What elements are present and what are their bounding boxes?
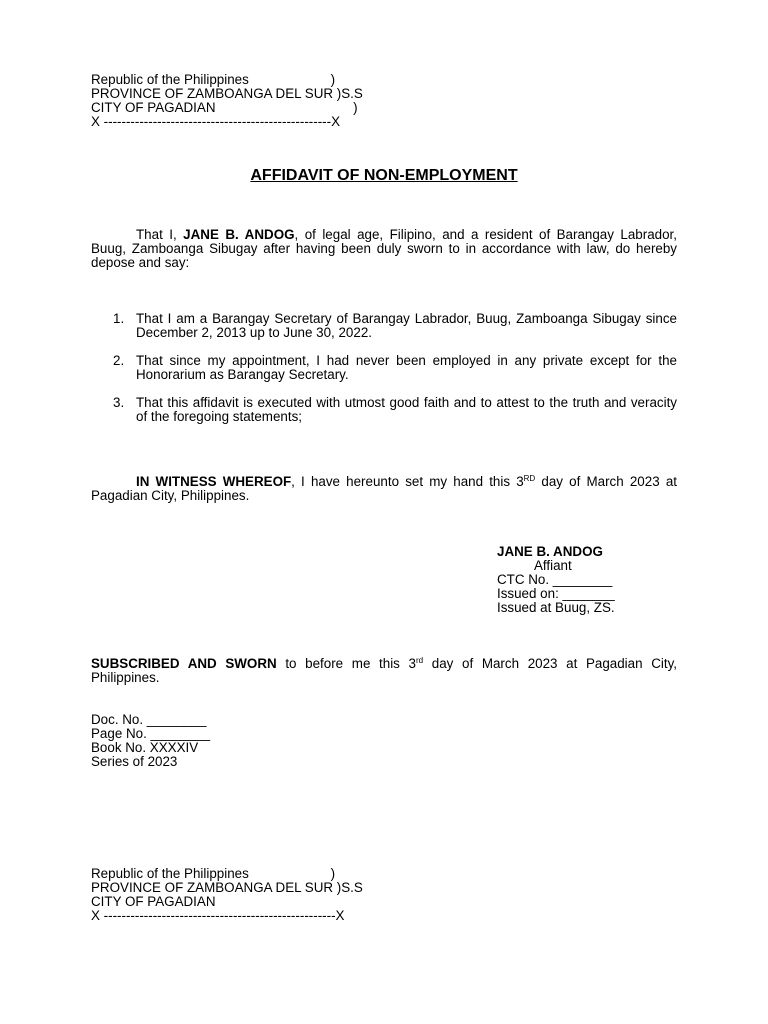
- caption-province: PROVINCE OF ZAMBOANGA DEL SUR )S.S: [91, 880, 363, 895]
- page-number: Page No. ________: [91, 726, 211, 741]
- witness-paragraph: [91, 475, 677, 503]
- document-title: AFFIDAVIT OF NON-EMPLOYMENT: [250, 167, 518, 184]
- intro-pre: That I,: [136, 227, 184, 242]
- statement-number: 2.: [113, 353, 125, 368]
- affiant-name-inline: JANE B. ANDOG: [183, 227, 295, 242]
- caption-city: CITY OF PAGADIAN ): [91, 100, 358, 115]
- caption-province: PROVINCE OF ZAMBOANGA DEL SUR )S.S: [91, 86, 363, 101]
- caption-bottom: [91, 867, 363, 923]
- statement-number: 3.: [113, 395, 125, 410]
- statement-number: 1.: [113, 311, 125, 326]
- signature-block: [497, 545, 615, 615]
- caption-divider: X ---------------------------------------------------X: [91, 114, 341, 129]
- affiant-role: Affiant: [534, 558, 572, 573]
- issued-on: Issued on: _______: [497, 586, 615, 601]
- caption-divider: X ----------------------------------------------------X: [91, 908, 345, 923]
- statement-text: That since my appointment, I had never been employed in any private except for the Honorarium as Barangay Secretary.: [136, 353, 677, 382]
- jurat-paragraph: [91, 657, 677, 685]
- witness-text-1: , I have hereunto set my hand this 3: [291, 474, 524, 489]
- book-number: Book No. XXXXIV: [91, 740, 199, 755]
- witness-day-suffix: RD: [523, 474, 536, 483]
- affiant-name: JANE B. ANDOG: [497, 544, 603, 559]
- jurat-text-2: day of March 2023 at Pagadian City, Philippines.: [91, 656, 677, 685]
- caption-republic: Republic of the Philippines ): [91, 866, 336, 881]
- ctc-number: CTC No. ________: [497, 572, 613, 587]
- issued-at: Issued at Buug, ZS.: [497, 600, 615, 615]
- caption-top: [91, 73, 363, 129]
- intro-paragraph: [91, 228, 677, 270]
- statement-text: That I am a Barangay Secretary of Barangay Labrador, Buug, Zamboanga Sibugay since December 2, 2013 up to June 30, 2022.: [136, 311, 677, 340]
- intro-post: , of legal age, Filipino, and a resident of Barangay Labrador, Buug, Zamboanga Sibugay after having been duly sworn to in accordance with law, do hereby depose and say:: [91, 227, 677, 270]
- series-year: Series of 2023: [91, 754, 178, 769]
- jurat-text-1: to before me this 3: [276, 656, 416, 671]
- caption-republic: Republic of the Philippines ): [91, 72, 336, 87]
- caption-city: CITY OF PAGADIAN: [91, 894, 216, 909]
- jurat-heading: SUBSCRIBED AND SWORN: [91, 656, 277, 671]
- notarial-register: [91, 713, 210, 769]
- doc-number: Doc. No. ________: [91, 712, 207, 727]
- witness-text-2: day of March 2023 at Pagadian City, Philippines.: [91, 474, 677, 503]
- witness-heading: IN WITNESS WHEREOF: [136, 474, 292, 489]
- jurat-day-suffix: rd: [415, 656, 424, 665]
- statement-text: That this affidavit is executed with utmost good faith and to attest to the truth and veracity of the foregoing statements;: [136, 395, 677, 424]
